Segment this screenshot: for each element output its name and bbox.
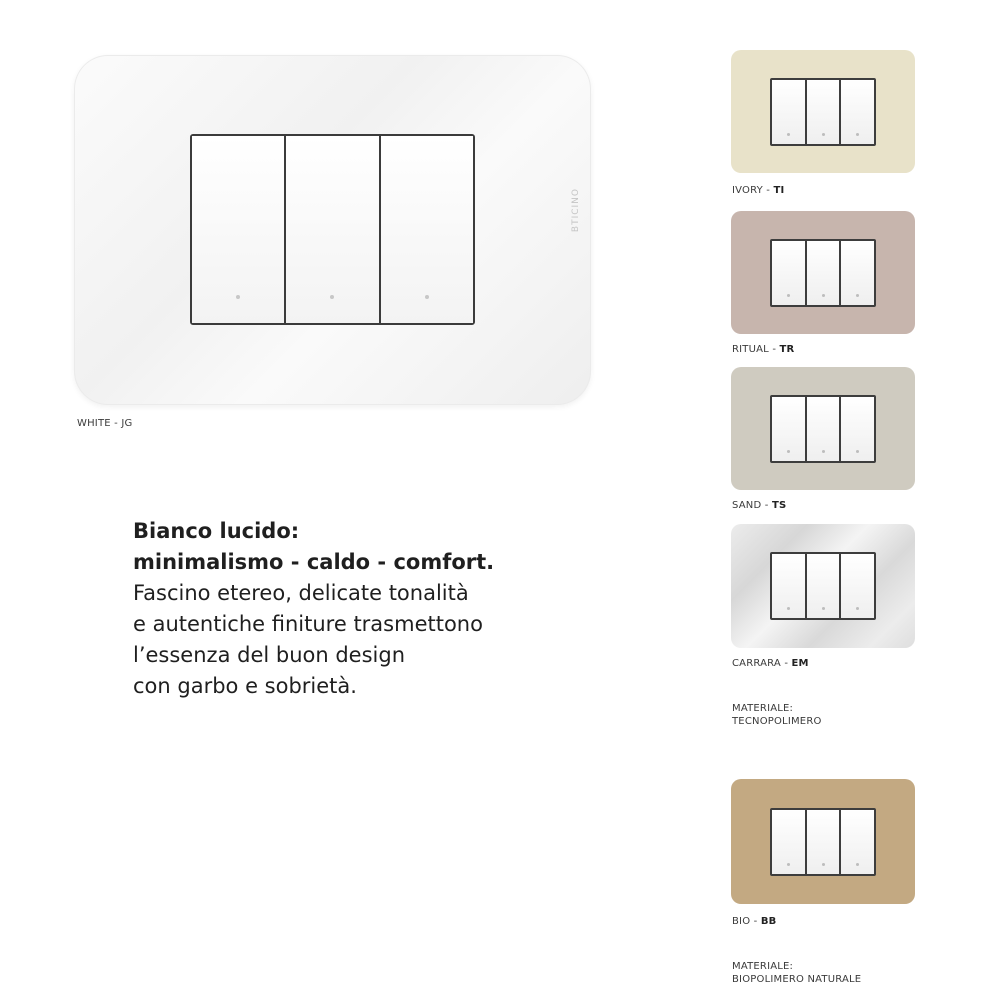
mini-key bbox=[772, 397, 805, 461]
switch-key-left bbox=[192, 136, 284, 323]
mini-key bbox=[772, 241, 805, 305]
swatch-caption-carrara: CARRARA - EM bbox=[732, 658, 809, 669]
mini-key bbox=[805, 80, 840, 144]
mini-key bbox=[805, 554, 840, 618]
mini-key bbox=[805, 397, 840, 461]
body-line: e autentiche finiture trasmettono bbox=[133, 612, 483, 636]
swatch-code: TI bbox=[773, 185, 785, 196]
swatch-caption-ritual: RITUAL - TR bbox=[732, 344, 795, 355]
mini-switch bbox=[770, 552, 876, 620]
swatch-name: SAND bbox=[732, 500, 762, 511]
mini-key bbox=[839, 397, 874, 461]
swatch-code: TS bbox=[771, 500, 787, 511]
headline-title: Bianco lucido: bbox=[133, 519, 300, 543]
mini-key bbox=[839, 810, 874, 874]
switch-key-right bbox=[379, 136, 473, 323]
material-label: MATERIALE: bbox=[732, 703, 794, 714]
mini-key bbox=[805, 810, 840, 874]
material-note-biopolimero bbox=[732, 960, 861, 986]
swatch-caption-bio: BIO - BB bbox=[732, 916, 777, 927]
body-line: con garbo e sobrietà. bbox=[133, 674, 357, 698]
swatch-ivory bbox=[731, 50, 915, 173]
mini-switch bbox=[770, 239, 876, 307]
brand-mark: BTICINO bbox=[571, 188, 581, 233]
swatch-code: TR bbox=[779, 344, 795, 355]
swatch-ritual bbox=[731, 211, 915, 334]
indicator-led bbox=[425, 295, 429, 299]
swatch-code: BB bbox=[760, 916, 777, 927]
white-plate-image bbox=[74, 55, 591, 405]
material-note-tecnopolimero bbox=[732, 702, 822, 728]
white-plate-caption: WHITE - JG bbox=[77, 418, 133, 429]
indicator-led bbox=[236, 295, 240, 299]
mini-key bbox=[839, 554, 874, 618]
mini-key bbox=[839, 80, 874, 144]
description-text bbox=[133, 516, 494, 702]
body-line: l’essenza del buon design bbox=[133, 643, 406, 667]
headline-subtitle: minimalismo - caldo - comfort. bbox=[133, 550, 495, 574]
swatch-bio bbox=[731, 779, 915, 904]
material-value: TECNOPOLIMERO bbox=[732, 716, 822, 727]
swatch-name: RITUAL bbox=[732, 344, 769, 355]
mini-key bbox=[839, 241, 874, 305]
swatch-code: EM bbox=[791, 658, 809, 669]
mini-key bbox=[772, 80, 805, 144]
material-label: MATERIALE: bbox=[732, 961, 794, 972]
mini-key bbox=[772, 810, 805, 874]
mini-switch bbox=[770, 395, 876, 463]
swatch-caption-sand: SAND - TS bbox=[732, 500, 787, 511]
mini-switch bbox=[770, 78, 876, 146]
mini-key bbox=[805, 241, 840, 305]
swatch-name: CARRARA bbox=[732, 658, 781, 669]
swatch-name: IVORY bbox=[732, 185, 763, 196]
triple-switch bbox=[190, 134, 475, 325]
indicator-led bbox=[330, 295, 334, 299]
swatch-carrara bbox=[731, 524, 915, 648]
swatch-caption-ivory: IVORY - TI bbox=[732, 185, 785, 196]
swatch-sand bbox=[731, 367, 915, 490]
mini-key bbox=[772, 554, 805, 618]
material-value: BIOPOLIMERO NATURALE bbox=[732, 974, 862, 985]
mini-switch bbox=[770, 808, 876, 876]
swatch-name: BIO bbox=[732, 916, 751, 927]
switch-key-center bbox=[284, 136, 378, 323]
body-line: Fascino etereo, delicate tonalità bbox=[133, 581, 469, 605]
